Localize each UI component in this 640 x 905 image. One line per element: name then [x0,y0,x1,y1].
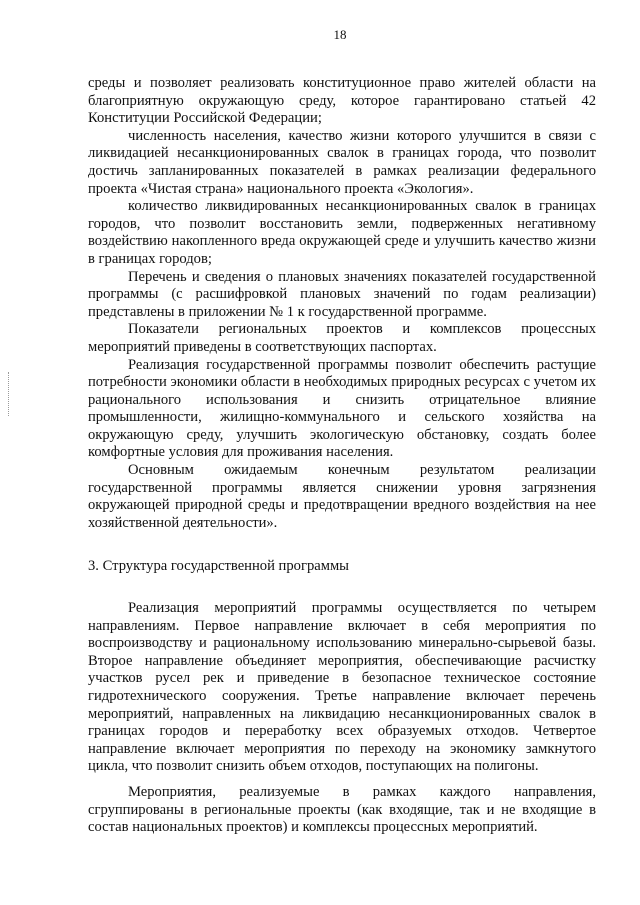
paragraph: Мероприятия, реализуемые в рамках каждого направления, сгруппированы в региональные проекты (как входящие, так и не входящие в состав национальных проектов) и комплексы процессных мероприятий. [88,783,596,836]
page-number: 18 [333,27,347,42]
margin-scan-mark [8,372,13,416]
paragraph: численность населения, качество жизни которого улучшится в связи с ликвидацией несанкционированных свалок в границах города, что позволит достичь запланированных показателей в рамках реализации федерального проекта «Чистая страна» национального проекта «Экология». [88,127,596,197]
paragraph: Реализация государственной программы позволит обеспечить растущие потребности экономики области в необходимых природных ресурсах с учетом их рационального использования и снизить отрицательное влияние промышленности, жилищно-коммунального и сельского хозяйства на окружающую среду, улучшить экологическую обстановку, создать более комфортные условия для проживания населения. [88,356,596,461]
paragraph: среды и позволяет реализовать конституционное право жителей области на благоприятную окружающую среду, которое гарантировано статьей 42 Конституции Российской Федерации; [88,75,596,127]
section-heading: 3. Структура государственной программы [88,558,349,575]
paragraph: количество ликвидированных несанкционированных свалок в границах городов, что позволит восстановить земли, подверженных негативному воздействию накопленного вреда окружающей среде и улучшить качество жизни в границах городов; [88,198,596,267]
paragraph: Основным ожидаемым конечным результатом реализации государственной программы является снижении уровня загрязнения окружающей природной среды и предотвращении вредного воздействия на нее хозяйственной деятельности». [88,462,596,531]
paragraph: Перечень и сведения о плановых значениях показателей государственной программы (с расшифровкой плановых значений по годам реализации) представлены в приложении № 1 к государственной программе. [88,268,596,320]
document-body [88,75,596,837]
paragraph: Реализация мероприятий программы осуществляется по четырем направлениям. Первое направление включает в себя мероприятия по воспроизводству и рациональному использованию минерально-сырьевой базы. Второе направление объединяет мероприятия, обеспечивающие расчистку участков русел рек и приведение в безопасное техническое состояние гидротехнического сооружения. Третье направление включает перечень мероприятий, направленных на ликвидацию несанкционированных свалок в границах городов и переработку всех образуемых отходов. Четвертое направление включает мероприятия по переходу на экономику замкнутого цикла, что позволит снизить объем отходов, поступающих на полигоны. [88,600,596,775]
paragraph: Показатели региональных проектов и комплексов процессных мероприятий приведены в соответствующих паспортах. [88,321,596,355]
